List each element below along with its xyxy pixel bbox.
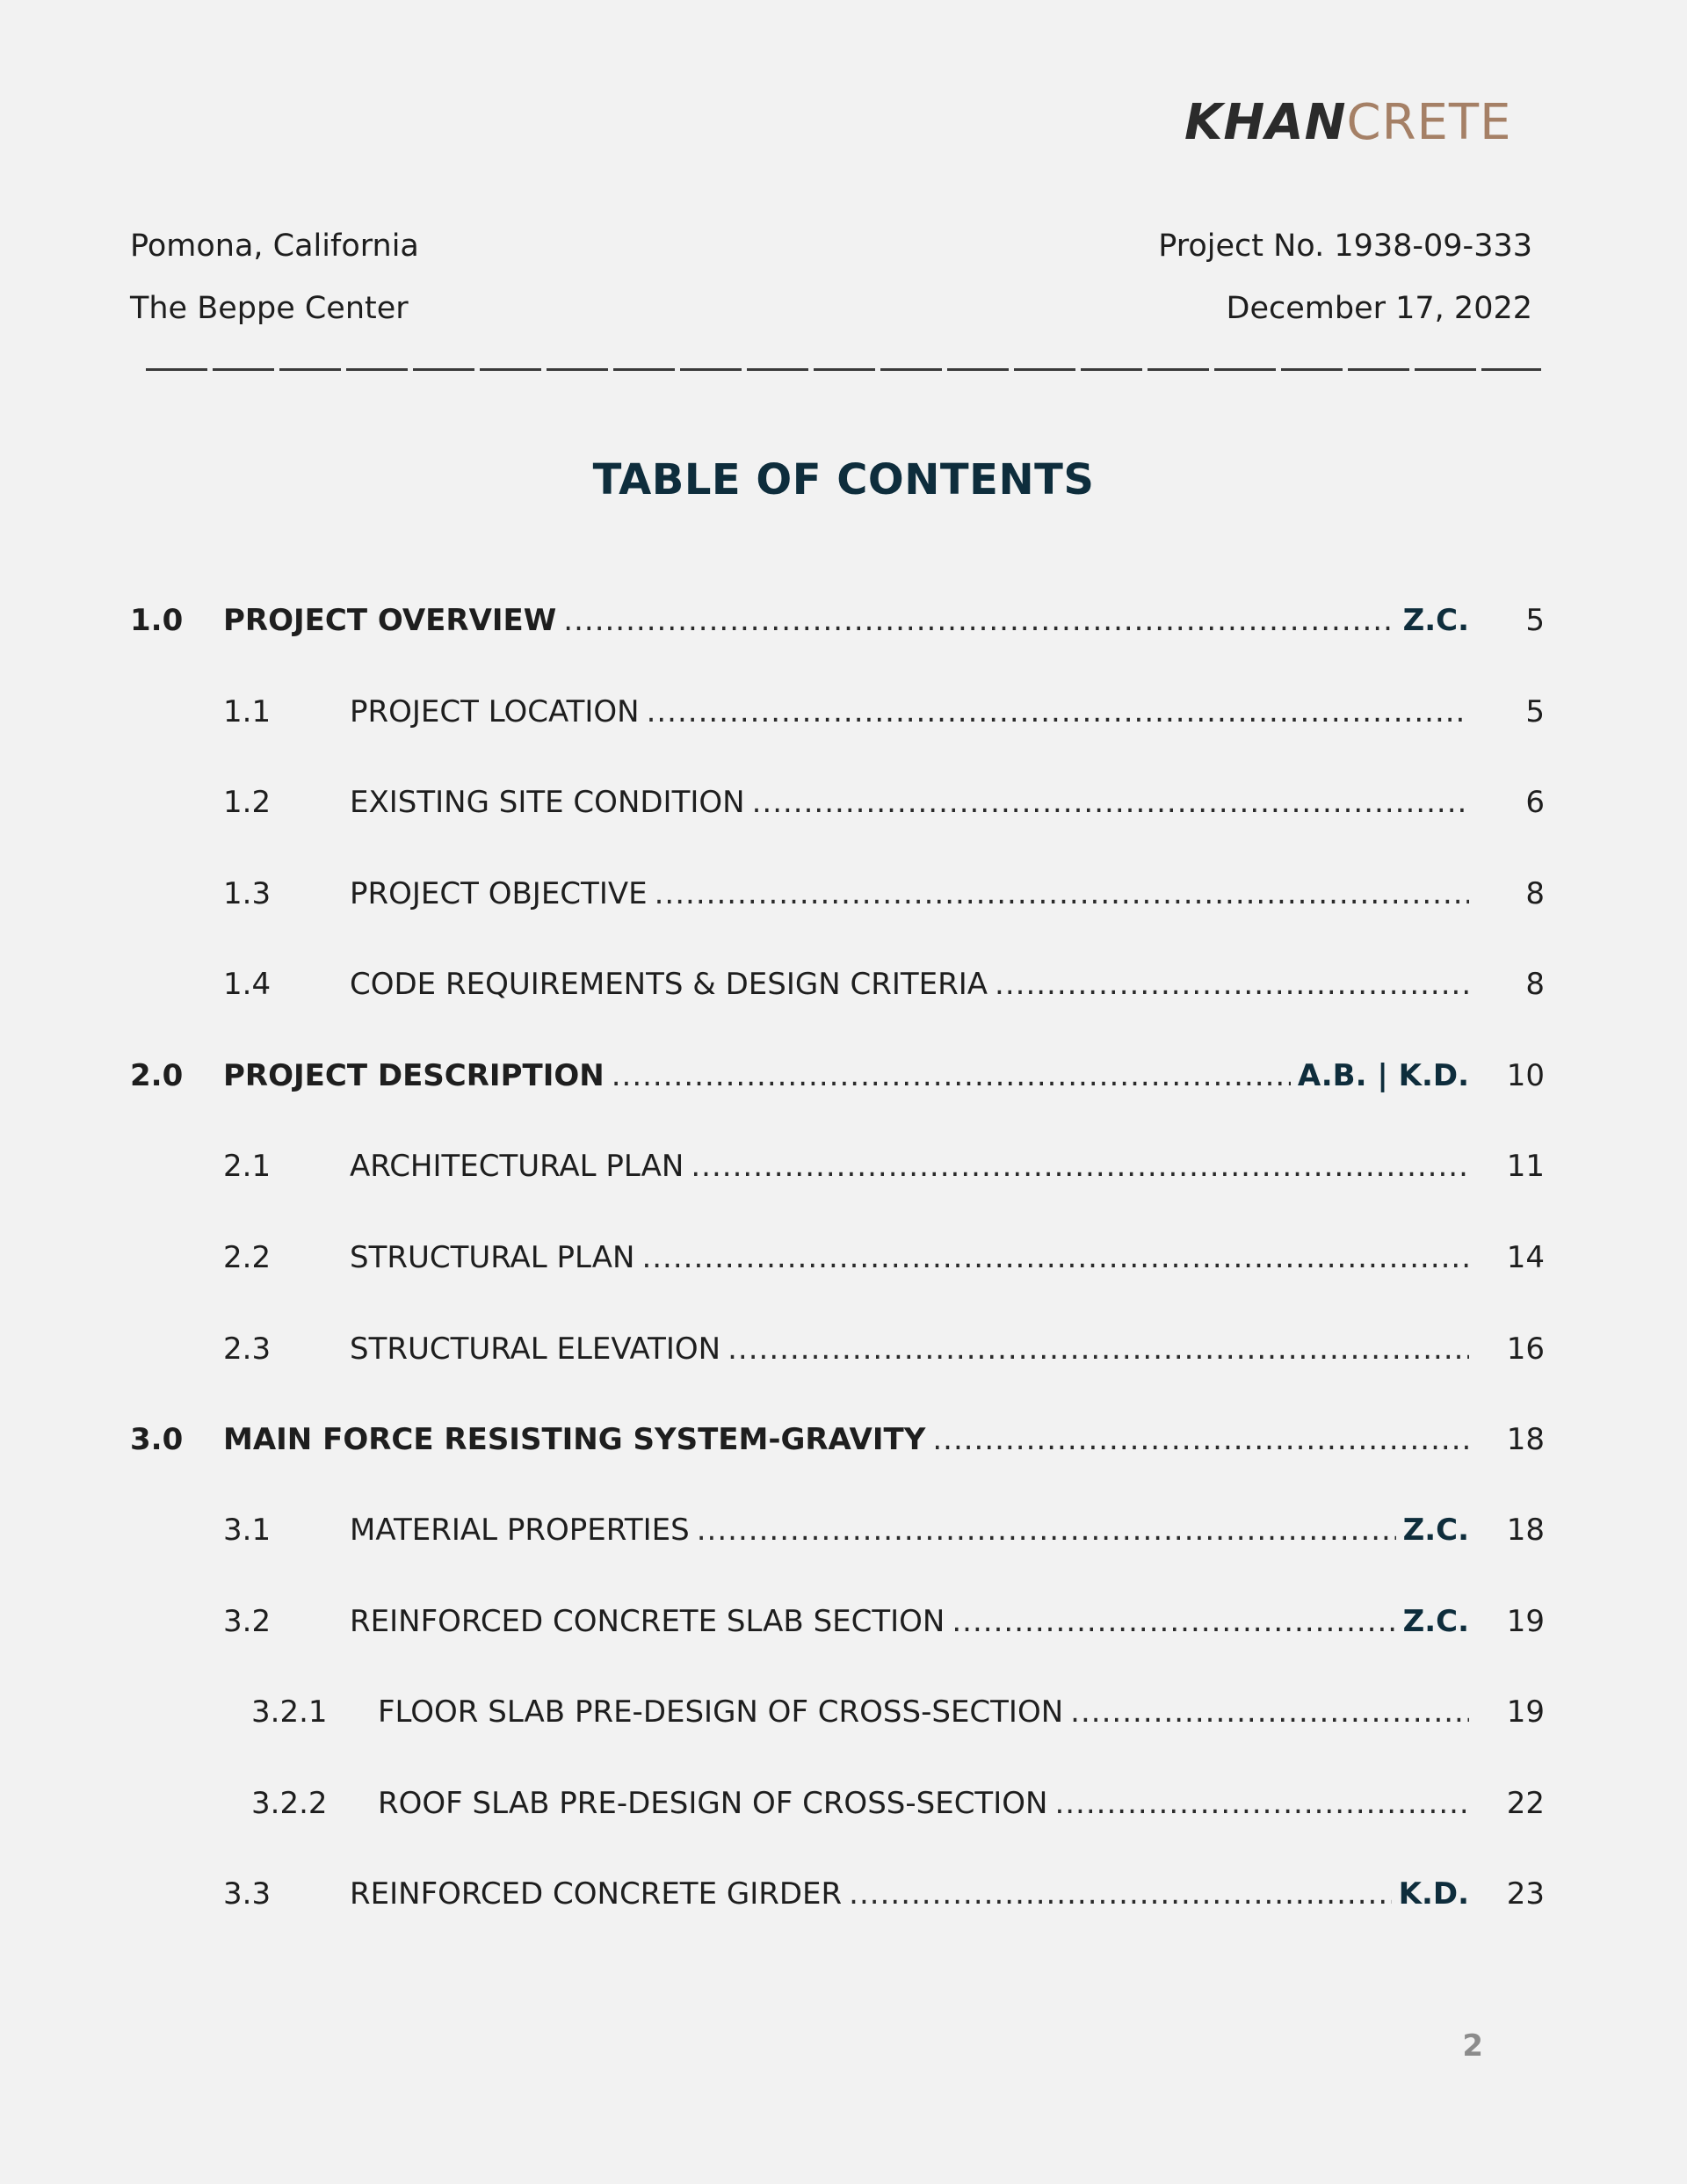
toc-entry[interactable] — [0, 690, 1687, 734]
toc-entry-author: K.D. — [1398, 1876, 1469, 1912]
toc-leader-dots — [952, 1600, 1395, 1643]
toc-entry-page: 16 — [1506, 1331, 1545, 1367]
toc-entry-number: 3.2.1 — [251, 1694, 328, 1730]
toc-entry-title: ARCHITECTURAL PLAN — [350, 1149, 684, 1184]
toc-entry-page: 22 — [1506, 1786, 1545, 1821]
logo-part-crete: CRETE — [1346, 94, 1512, 151]
toc-entry-number: 3.2 — [223, 1604, 272, 1639]
toc-entry[interactable] — [0, 1508, 1687, 1552]
toc-entry-page: 11 — [1506, 1149, 1545, 1184]
toc-leader-dots — [728, 1327, 1469, 1371]
toc-entry-number: 2.0 — [130, 1058, 184, 1093]
toc-entry-page: 5 — [1525, 694, 1545, 729]
toc-entry-title: MAIN FORCE RESISTING SYSTEM-GRAVITY — [223, 1422, 926, 1457]
toc-entry[interactable] — [0, 1054, 1687, 1098]
toc-leader-dots — [697, 1508, 1396, 1552]
toc-entry-page: 18 — [1506, 1422, 1545, 1457]
toc-entry-author: Z.C. — [1402, 1604, 1469, 1639]
toc-entry-page: 19 — [1506, 1604, 1545, 1639]
toc-entry-title: ROOF SLAB PRE-DESIGN OF CROSS-SECTION — [378, 1786, 1048, 1821]
toc-entry-number: 1.3 — [223, 876, 272, 911]
toc-entry-page: 6 — [1525, 785, 1545, 820]
header-project-name: The Beppe Center — [130, 291, 409, 326]
toc-leader-dots — [612, 1054, 1291, 1098]
toc-leader-dots — [849, 1872, 1391, 1916]
toc-entry-page: 10 — [1506, 1058, 1545, 1093]
toc-entry[interactable] — [0, 962, 1687, 1006]
toc-entry-number: 2.3 — [223, 1331, 272, 1367]
toc-entry-author: Z.C. — [1402, 603, 1469, 638]
toc-entry-title: PROJECT OVERVIEW — [223, 603, 557, 638]
toc-entry-number: 1.1 — [223, 694, 272, 729]
toc-leader-dots — [647, 690, 1469, 734]
toc-entry-page: 8 — [1525, 876, 1545, 911]
toc-entry[interactable] — [0, 872, 1687, 916]
toc-entry-title: MATERIAL PROPERTIES — [350, 1513, 690, 1548]
toc-entry-number: 2.1 — [223, 1149, 272, 1184]
toc-entry-page: 19 — [1506, 1694, 1545, 1730]
toc-leader-dots — [655, 872, 1469, 916]
toc-entry[interactable] — [0, 599, 1687, 642]
toc-entry-title: PROJECT LOCATION — [350, 694, 640, 729]
toc-entry[interactable] — [0, 1600, 1687, 1643]
toc-entry-author: A.B. | K.D. — [1297, 1058, 1469, 1093]
toc-entry-title: EXISTING SITE CONDITION — [350, 785, 745, 820]
toc-leader-dots — [691, 1144, 1469, 1188]
toc-entry-page: 23 — [1506, 1876, 1545, 1912]
toc-entry[interactable] — [0, 1781, 1687, 1825]
toc-entry-number: 3.2.2 — [251, 1786, 328, 1821]
toc-entry-title: PROJECT DESCRIPTION — [223, 1058, 605, 1093]
toc-entry-title: REINFORCED CONCRETE SLAB SECTION — [350, 1604, 945, 1639]
toc-entry[interactable] — [0, 1418, 1687, 1462]
header-date: December 17, 2022 — [1226, 291, 1532, 326]
toc-entry-title: REINFORCED CONCRETE GIRDER — [350, 1876, 843, 1912]
toc-leader-dots — [641, 1236, 1469, 1280]
toc-heading: TABLE OF CONTENTS — [592, 455, 1095, 504]
page-number: 2 — [1462, 2028, 1483, 2064]
toc-leader-dots — [932, 1418, 1469, 1462]
toc-entry-number: 3.3 — [223, 1876, 272, 1912]
toc-entry-number: 1.0 — [130, 603, 184, 638]
toc-entry[interactable] — [0, 1327, 1687, 1371]
toc-entry-page: 14 — [1506, 1240, 1545, 1275]
toc-entry-number: 2.2 — [223, 1240, 272, 1275]
toc-leader-dots — [1054, 1781, 1469, 1825]
header-project-number: Project No. 1938-09-333 — [1158, 229, 1532, 264]
toc-entry-title: STRUCTURAL ELEVATION — [350, 1331, 721, 1367]
toc-entry-title: CODE REQUIREMENTS & DESIGN CRITERIA — [350, 967, 988, 1002]
toc-leader-dots — [752, 780, 1469, 824]
toc-leader-dots — [1070, 1690, 1469, 1734]
header-location: Pomona, California — [130, 229, 419, 264]
toc-entry-title: PROJECT OBJECTIVE — [350, 876, 648, 911]
header-divider — [146, 364, 1541, 376]
toc-entry-title: FLOOR SLAB PRE-DESIGN OF CROSS-SECTION — [378, 1694, 1064, 1730]
toc-entry-title: STRUCTURAL PLAN — [350, 1240, 635, 1275]
company-logo — [1184, 94, 1512, 151]
toc-entry[interactable] — [0, 1690, 1687, 1734]
toc-entry-page: 18 — [1506, 1513, 1545, 1548]
toc-entry[interactable] — [0, 1144, 1687, 1188]
toc-entry-number: 3.1 — [223, 1513, 272, 1548]
toc-leader-dots — [995, 962, 1469, 1006]
toc-entry[interactable] — [0, 1872, 1687, 1916]
toc-entry-page: 5 — [1525, 603, 1545, 638]
toc-leader-dots — [563, 599, 1395, 642]
toc-entry-page: 8 — [1525, 967, 1545, 1002]
toc-entry-number: 1.4 — [223, 967, 272, 1002]
toc-entry-number: 1.2 — [223, 785, 272, 820]
toc-entry[interactable] — [0, 1236, 1687, 1280]
logo-part-khan: KHAN — [1184, 94, 1347, 151]
toc-entry[interactable] — [0, 780, 1687, 824]
toc-entry-author: Z.C. — [1402, 1513, 1469, 1548]
toc-entry-number: 3.0 — [130, 1422, 184, 1457]
